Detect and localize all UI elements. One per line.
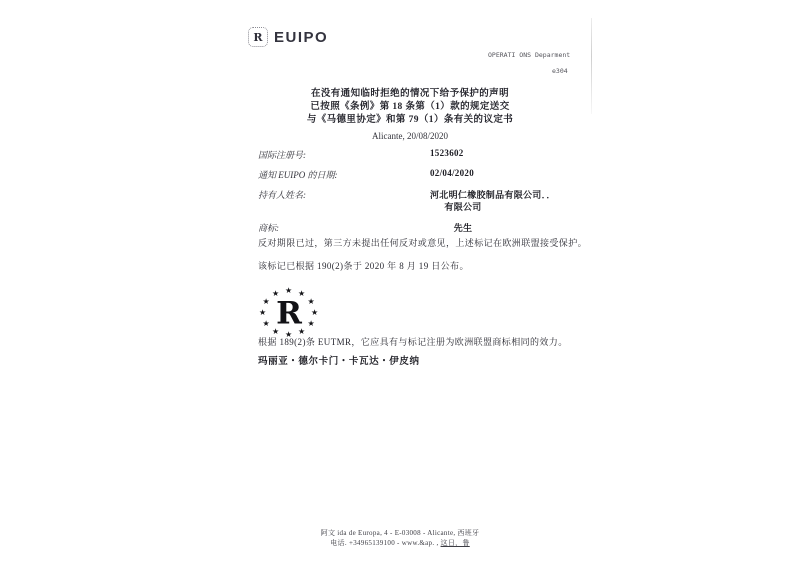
seal-star-icon: ★ <box>262 319 270 328</box>
seal-letter-r: R <box>276 295 302 332</box>
field-value-holder-name-line2: 有限公司 <box>444 202 482 212</box>
seal-star-icon: ★ <box>311 308 319 317</box>
seal-star-icon: ★ <box>272 327 280 337</box>
department-label: OPERATI ONS Deparment <box>488 51 571 59</box>
seal-star-icon: ★ <box>272 288 280 298</box>
body-paragraph-opposition: 反对期限已过，第三方未提出任何反对或意见，上述标记在欧洲联盟接受保护。 <box>258 238 588 248</box>
field-value-notify-date: 02/04/2020 <box>430 168 475 178</box>
title-line-1: 在没有通知临时拒绝的情况下给予保护的声明 <box>310 89 509 99</box>
footer-address: 阿文 ida de Europa, 4 - E-03008 - Alicante, 西班牙 <box>320 529 480 537</box>
field-value-holder-name: 河北明仁橡胶制品有限公司．． <box>430 190 556 200</box>
document-title <box>230 88 590 127</box>
footer-contact <box>0 538 800 548</box>
seal-star-icon: ★ <box>285 286 293 295</box>
field-label-intl-reg-no: 国际注册号: <box>258 150 306 160</box>
field-value-intl-reg-no: 1523602 <box>430 148 464 158</box>
seal-star-icon: ★ <box>307 297 315 306</box>
body-paragraph-publication: 该标记已根据 190(2)条于 2020 年 8 月 19 日公布。 <box>258 261 469 271</box>
seal-star-icon: ★ <box>298 327 306 337</box>
place-date: Alicante, 20/08/2020 <box>372 131 448 141</box>
field-label-notify-date: 通知 EUIPO 的日期: <box>258 170 338 180</box>
title-line-3: 与《马德里协定》和第 79（1）条有关的议定书 <box>306 115 514 125</box>
doc-code: e304 <box>552 67 568 75</box>
field-value-trademark: 先生 <box>453 223 473 233</box>
seal-star-icon: ★ <box>259 308 267 317</box>
field-label-trademark: 商标: <box>258 223 279 233</box>
logo-wordmark: EUIPO <box>274 28 329 46</box>
field-label-holder-name: 持有人姓名: <box>258 190 306 200</box>
footer-contact-underlined: 这日，鲁 <box>440 539 470 547</box>
seal-star-icon: ★ <box>298 288 306 298</box>
seal-star-icon: ★ <box>307 319 315 328</box>
scan-crease-line <box>591 18 592 114</box>
body-paragraph-eutmr: 根据 189(2)条 EUTMR，它应具有与标记注册为欧洲联盟商标相同的效力。 <box>258 337 568 347</box>
signature-name: 玛丽亚・德尔卡门・卡瓦达・伊皮纳 <box>258 357 420 367</box>
registered-mark-icon: R <box>248 27 268 47</box>
seal-star-icon: ★ <box>262 297 270 306</box>
euipo-logo <box>248 27 328 47</box>
footer-contact-text: 电话. +34965139100 - www.&ap. , <box>330 539 441 547</box>
title-line-2: 已按照《条例》第 18 条第（1）款的规定送交 <box>310 102 510 112</box>
seal-star-icon: ★ <box>285 330 293 339</box>
